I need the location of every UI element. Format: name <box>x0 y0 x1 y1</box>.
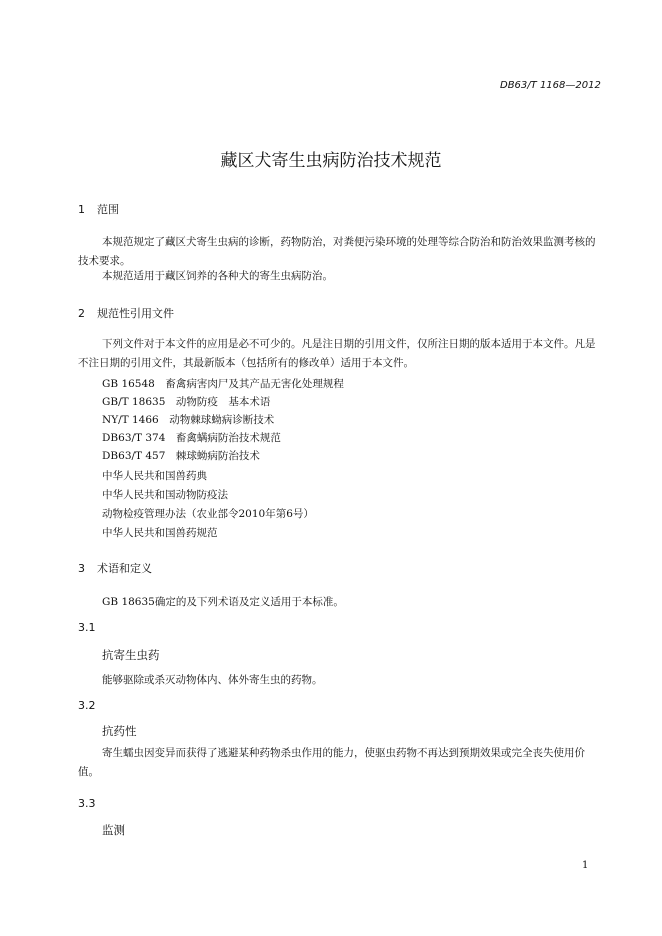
section-title: 范围 <box>97 203 119 216</box>
paragraph: 本规范规定了藏区犬寄生虫病的诊断，药物防治，对粪便污染环境的处理等综合防治和防治效果监测考核的技术要求。 <box>78 236 596 267</box>
term-definition: 寄生蠕虫因变异而获得了逃避某种药物杀虫作用的能力，使驱虫药物不再达到预期效果或完全丧失使用价值。 <box>78 747 585 778</box>
subsection-number: 3.3 <box>78 797 96 810</box>
reference-item: 中华人民共和国兽药典 <box>102 470 207 482</box>
term-title: 抗药性 <box>102 724 137 738</box>
term-title: 监测 <box>102 823 125 837</box>
section-number: 1 <box>78 203 85 216</box>
section-title: 术语和定义 <box>97 562 152 575</box>
term-definition: 能够驱除或杀灭动物体内、体外寄生虫的药物。 <box>102 674 323 686</box>
reference-item: 中华人民共和国兽药规范 <box>102 527 218 539</box>
page-title: 藏区犬寄生虫病防治技术规范 <box>220 151 442 171</box>
reference-item: DB63/T 374 畜禽螨病防治技术规范 <box>102 432 281 444</box>
page-number: 1 <box>582 860 589 871</box>
term-title: 抗寄生虫药 <box>102 648 160 662</box>
reference-item: 动物检疫管理办法（农业部令2010年第6号） <box>102 508 314 520</box>
section-number: 2 <box>78 307 85 320</box>
reference-item: GB/T 18635 动物防疫 基本术语 <box>102 396 271 408</box>
reference-item: 中华人民共和国动物防疫法 <box>102 489 228 501</box>
standard-code: DB63/T 1168—2012 <box>500 80 601 91</box>
paragraph: 下列文件对于本文件的应用是必不可少的。凡是注日期的引用文件，仅所注日期的版本适用于本文件。凡是不注日期的引用文件，其最新版本（包括所有的修改单）适用于本文件。 <box>78 338 596 369</box>
paragraph: 本规范适用于藏区饲养的各种犬的寄生虫病防治。 <box>102 270 333 282</box>
section-number: 3 <box>78 562 85 575</box>
reference-item: GB 16548 畜禽病害肉尸及其产品无害化处理规程 <box>102 378 344 390</box>
section-heading <box>78 201 119 217</box>
reference-item: NY/T 1466 动物棘球蚴病诊断技术 <box>102 414 275 426</box>
section-heading <box>78 305 174 321</box>
subsection-number: 3.1 <box>78 621 96 634</box>
reference-item: DB63/T 457 棘球蚴病防治技术 <box>102 450 260 462</box>
section-title: 规范性引用文件 <box>97 307 174 320</box>
paragraph: GB 18635确定的及下列术语及定义适用于本标准。 <box>102 596 344 608</box>
section-heading <box>78 560 152 576</box>
subsection-number: 3.2 <box>78 699 96 712</box>
